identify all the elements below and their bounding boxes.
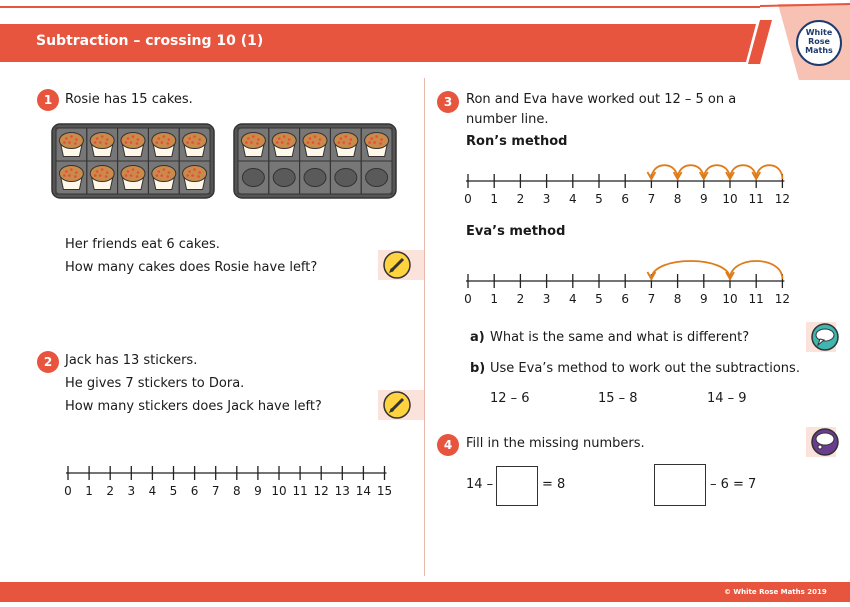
ron-number-line xyxy=(455,145,800,210)
number-line-label: 10 xyxy=(271,484,287,498)
number-line-label: 3 xyxy=(127,484,136,498)
number-line-label: 3 xyxy=(542,192,551,206)
number-line-label: 7 xyxy=(647,292,656,306)
subtraction-3: 14 – 9 xyxy=(707,391,747,406)
page-title: Subtraction – crossing 10 (1) xyxy=(36,33,264,49)
number-line-label: 11 xyxy=(292,484,308,498)
number-line-label: 12 xyxy=(313,484,329,498)
number-line-label: 12 xyxy=(774,292,791,306)
number-line-label: 5 xyxy=(595,292,603,306)
number-line-label: 0 xyxy=(464,292,472,306)
jump-arc xyxy=(651,261,730,279)
number-line-label: 1 xyxy=(490,192,499,206)
footer-bar xyxy=(0,582,850,602)
q3-text-2: number line. xyxy=(466,112,549,127)
number-line-label: 10 xyxy=(722,192,738,206)
q2-number-line xyxy=(55,458,400,503)
cake-tray-1 xyxy=(52,124,214,198)
pencil-icon xyxy=(382,390,412,420)
eq1-answer-box[interactable] xyxy=(496,466,538,506)
number-line-label: 4 xyxy=(568,192,577,206)
question-4-number: 4 xyxy=(437,434,459,456)
subtraction-2: 15 – 8 xyxy=(598,391,638,406)
number-line-label: 4 xyxy=(568,292,577,306)
q1-text-2: Her friends eat 6 cakes. xyxy=(65,237,220,252)
number-line-label: 5 xyxy=(169,484,178,498)
question-3-number: 3 xyxy=(437,91,459,113)
number-line-label: 2 xyxy=(516,292,525,306)
number-line-label: 14 xyxy=(355,484,372,498)
number-line-label: 0 xyxy=(464,192,472,206)
cake-trays xyxy=(50,122,400,200)
number-line-label: 11 xyxy=(748,292,764,306)
eva-number-line xyxy=(455,245,800,310)
number-line-label: 13 xyxy=(334,484,350,498)
ron-method-label: Ron’s method xyxy=(466,134,568,149)
logo-line-2: Rose xyxy=(808,37,830,46)
question-1-number: 1 xyxy=(37,89,59,111)
number-line-label: 8 xyxy=(232,484,241,498)
number-line-label: 9 xyxy=(699,292,708,306)
number-line-label: 8 xyxy=(673,192,682,206)
q2-text-1: Jack has 13 stickers. xyxy=(65,353,198,368)
q1-text-3: How many cakes does Rosie have left? xyxy=(65,260,318,275)
subtraction-1: 12 – 6 xyxy=(490,391,530,406)
white-rose-maths-logo xyxy=(796,20,842,66)
cake-tray-2 xyxy=(234,124,396,198)
number-line-label: 6 xyxy=(190,484,199,498)
column-divider xyxy=(424,78,425,576)
number-line-label: 9 xyxy=(254,484,262,498)
number-line-label: 9 xyxy=(699,192,708,206)
part-a-text: What is the same and what is different? xyxy=(490,330,750,345)
logo-line-1: White xyxy=(805,28,833,37)
thought-bubble-icon xyxy=(810,427,840,457)
number-line-label: 4 xyxy=(148,484,157,498)
part-b-label: b) xyxy=(470,361,486,376)
number-line-label: 7 xyxy=(211,484,220,498)
logo-line-3: Maths xyxy=(805,46,833,55)
q1-text-1: Rosie has 15 cakes. xyxy=(65,92,193,107)
pencil-icon xyxy=(382,250,412,280)
eq2-right: – 6 = 7 xyxy=(710,477,757,492)
number-line-label: 8 xyxy=(673,292,682,306)
number-line-label: 6 xyxy=(621,192,630,206)
number-line-label: 2 xyxy=(516,192,525,206)
eq2-answer-box[interactable] xyxy=(654,464,706,506)
footer-copyright: © White Rose Maths 2019 xyxy=(724,588,827,596)
number-line-label: 0 xyxy=(64,484,72,498)
part-b-text: Use Eva’s method to work out the subtractions. xyxy=(490,361,800,376)
number-line-label: 6 xyxy=(621,292,630,306)
number-line-label: 7 xyxy=(647,192,656,206)
number-line-label: 1 xyxy=(85,484,93,498)
eq1-right: = 8 xyxy=(542,477,566,492)
q2-text-3: How many stickers does Jack have left? xyxy=(65,399,322,414)
eva-method-label: Eva’s method xyxy=(466,224,566,239)
q3-text-1: Ron and Eva have worked out 12 – 5 on a xyxy=(466,92,737,107)
q2-text-2: He gives 7 stickers to Dora. xyxy=(65,376,245,391)
number-line-label: 2 xyxy=(106,484,115,498)
number-line-label: 10 xyxy=(722,292,738,306)
eq1-left: 14 – xyxy=(466,477,494,492)
number-line-label: 1 xyxy=(490,292,499,306)
speech-bubble-icon xyxy=(810,322,840,352)
number-line-label: 11 xyxy=(748,192,764,206)
q4-text: Fill in the missing numbers. xyxy=(466,436,645,451)
number-line-label: 3 xyxy=(542,292,551,306)
number-line-label: 5 xyxy=(595,192,603,206)
number-line-label: 12 xyxy=(774,192,791,206)
number-line-label: 15 xyxy=(376,484,393,498)
part-a-label: a) xyxy=(470,330,485,345)
question-2-number: 2 xyxy=(37,351,59,373)
